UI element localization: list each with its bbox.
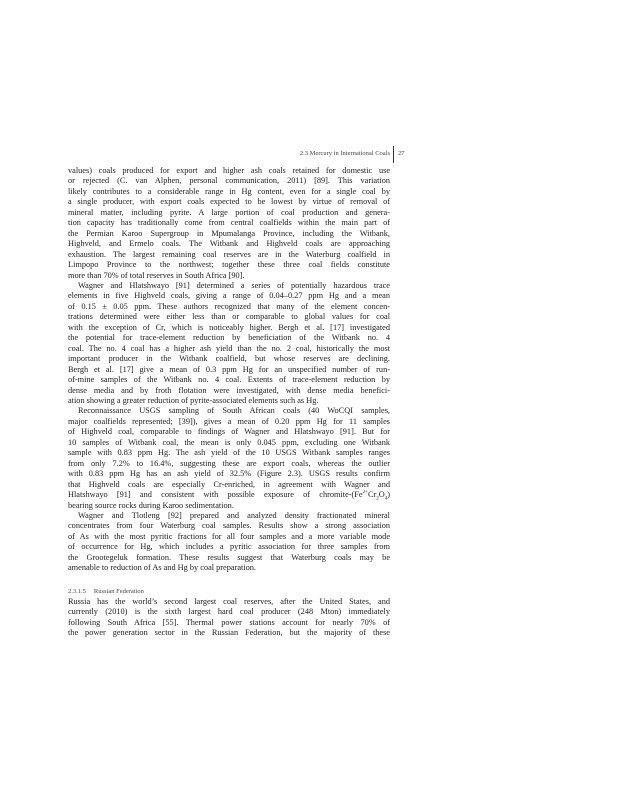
text-line: likely contributes to a considerable range in Hg content, even for a single coal by [68, 186, 390, 196]
section-number: 2.3.1.5 [68, 587, 86, 595]
paragraph-usgs-sampling [68, 406, 390, 511]
text-line: Reconnaissance USGS sampling of South African coals (40 WoCQI samples, [78, 406, 390, 416]
text-line: bearing source rocks during Karoo sedimentation. [68, 500, 234, 510]
text-line: 10 samples of Witbank coal, the mean is only 0.045 ppm, excluding one Witbank [68, 437, 390, 447]
text-line: mineral matter, including pyrite. A large portion of coal production and genera- [68, 207, 390, 217]
text-line: from only 7.2% to 16.4%, suggesting these are export coals, whereas the outlier [68, 458, 390, 468]
text-line: dense media and by froth flotation were investigated, with dense media benefici- [68, 385, 390, 395]
paragraph-russia [68, 597, 390, 639]
text-line: amenable to reduction of As and Hg by coal preparation. [68, 563, 257, 573]
text-line: ation showing a greater reduction of pyrite-associated elements such as Hg. [68, 395, 319, 405]
text-line: of 0.15 ± 0.05 ppm. These authors recognized that many of the element concen- [68, 301, 390, 311]
formula-suffix: ) [387, 490, 390, 500]
text-line: exhaustion. The largest remaining coal reserves are in the Waterburg coalfield in [68, 249, 390, 259]
text-line: more than 70% of total reserves in South Africa [90]. [68, 270, 245, 280]
text-line: the Grootegeluk formation. These results suggest that Waterburg coals may be [68, 552, 390, 562]
text-line: trations determined were either less than or comparable to global values for coal [68, 312, 390, 322]
text-line: with the exception of Cr, which is noticeably higher. Bergh et al. [17] investigated [68, 322, 390, 332]
text-line: of-mine samples of the Witbank no. 4 coal. Extents of trace-element reduction by [68, 375, 390, 385]
running-header: 2.3 Mercury in International Coals [299, 150, 390, 157]
page-number: 27 [398, 150, 405, 157]
cr-subscript: 2 [376, 496, 379, 501]
text-line: or rejected (C. van Alphen, personal communication, 2011) [89]. This variation [68, 176, 390, 186]
section-spacer [68, 574, 390, 587]
text-line: with 0.83 ppm Hg has an ash yield of 32.5% (Figure 2.3). USGS results confirm [68, 469, 390, 479]
paragraph-wagner-hlatshwayo [68, 281, 390, 406]
text-line: important producer in the Witbank coalfield, but whose reserves are declining. [68, 354, 390, 364]
body-text [68, 166, 390, 638]
formula-cr: Cr [367, 490, 377, 500]
section-title: Russian Federation [93, 587, 144, 595]
formula-prefix: Hlatshwayo [91] and consistent with possible exposure of chromite-(Fe [68, 490, 363, 500]
section-heading-russian-federation [68, 587, 390, 597]
text-line: following South Africa [55]. Thermal power stations account for nearly 70% of [68, 617, 390, 627]
text-line: Bergh et al. [17] give a mean of 0.3 ppm Hg for an unspecified number of run- [68, 364, 390, 374]
text-line: the power generation sector in the Russian Federation, but the majority of these [68, 628, 390, 638]
text-line: Limpopo Province to the northwest; together these three coal fields constitute [68, 260, 390, 270]
text-line: sample with 0.83 ppm Hg. The ash yield of the 10 USGS Witbank samples ranges [68, 448, 390, 458]
text-line: the Permian Karoo Supergroup in Mpumalanga Province, including the Witbank, [68, 228, 390, 238]
text-line: Wagner and Hlatshwayo [91] determined a series of potentially hazardous trace [78, 280, 390, 290]
text-line: of Highveld coal, comparable to findings of Wagner and Hlatshwayo [91]. But for [68, 427, 390, 437]
text-line: that Highveld coals are especially Cr-enriched, in agreement with Wagner and [68, 479, 390, 489]
text-line: major coalfields represented; [39]), gives a mean of 0.20 ppm Hg for 11 samples [68, 416, 390, 426]
text-line: a single producer, with export coals expected to be lowest by virtue of removal of [68, 197, 390, 207]
paragraph-south-africa-coalfields [68, 166, 390, 281]
header-divider [393, 146, 394, 163]
formula-o: O [378, 490, 385, 500]
text-line: tion capacity has traditionally come from central coalfields within the main part of [68, 218, 390, 228]
text-line: the potential for trace-element reduction by beneficiation of the Witbank no. 4 [68, 333, 390, 343]
text-line: of As with the most pyritic fractions for all four samples and a more variable mode [68, 531, 390, 541]
text-line: coal. The no. 4 coal has a higher ash yield than the no. 2 coal, historically the most [68, 343, 390, 353]
text-line: currently (2010) is the sixth largest hard coal producer (248 Mton) immediately [68, 607, 390, 617]
text-line: values) coals produced for export and higher ash coals retained for domestic use [68, 166, 390, 175]
text-line: elements in five Highveld coals, giving a range of 0.04–0.27 ppm Hg and a mean [68, 291, 390, 301]
paragraph-wagner-tlotleng [68, 511, 390, 574]
fe-charge: 2+ [362, 490, 368, 496]
text-line: concentrates from four Waterburg coal samples. Results show a strong association [68, 521, 390, 531]
text-line: of occurrence for Hg, which includes a pyritic association for three samples from [68, 542, 390, 552]
text-line: Highveld, and Ermelo coals. The Witbank and Highveld coals are approaching [68, 239, 390, 249]
o-subscript: 4 [384, 496, 388, 501]
text-line: Russia has the world’s second largest coal reserves, after the United States, and [68, 596, 390, 606]
text-line-chromite-formula [68, 490, 390, 500]
text-line: Wagner and Tlotleng [92] prepared and analyzed density fractionated mineral [78, 510, 390, 520]
